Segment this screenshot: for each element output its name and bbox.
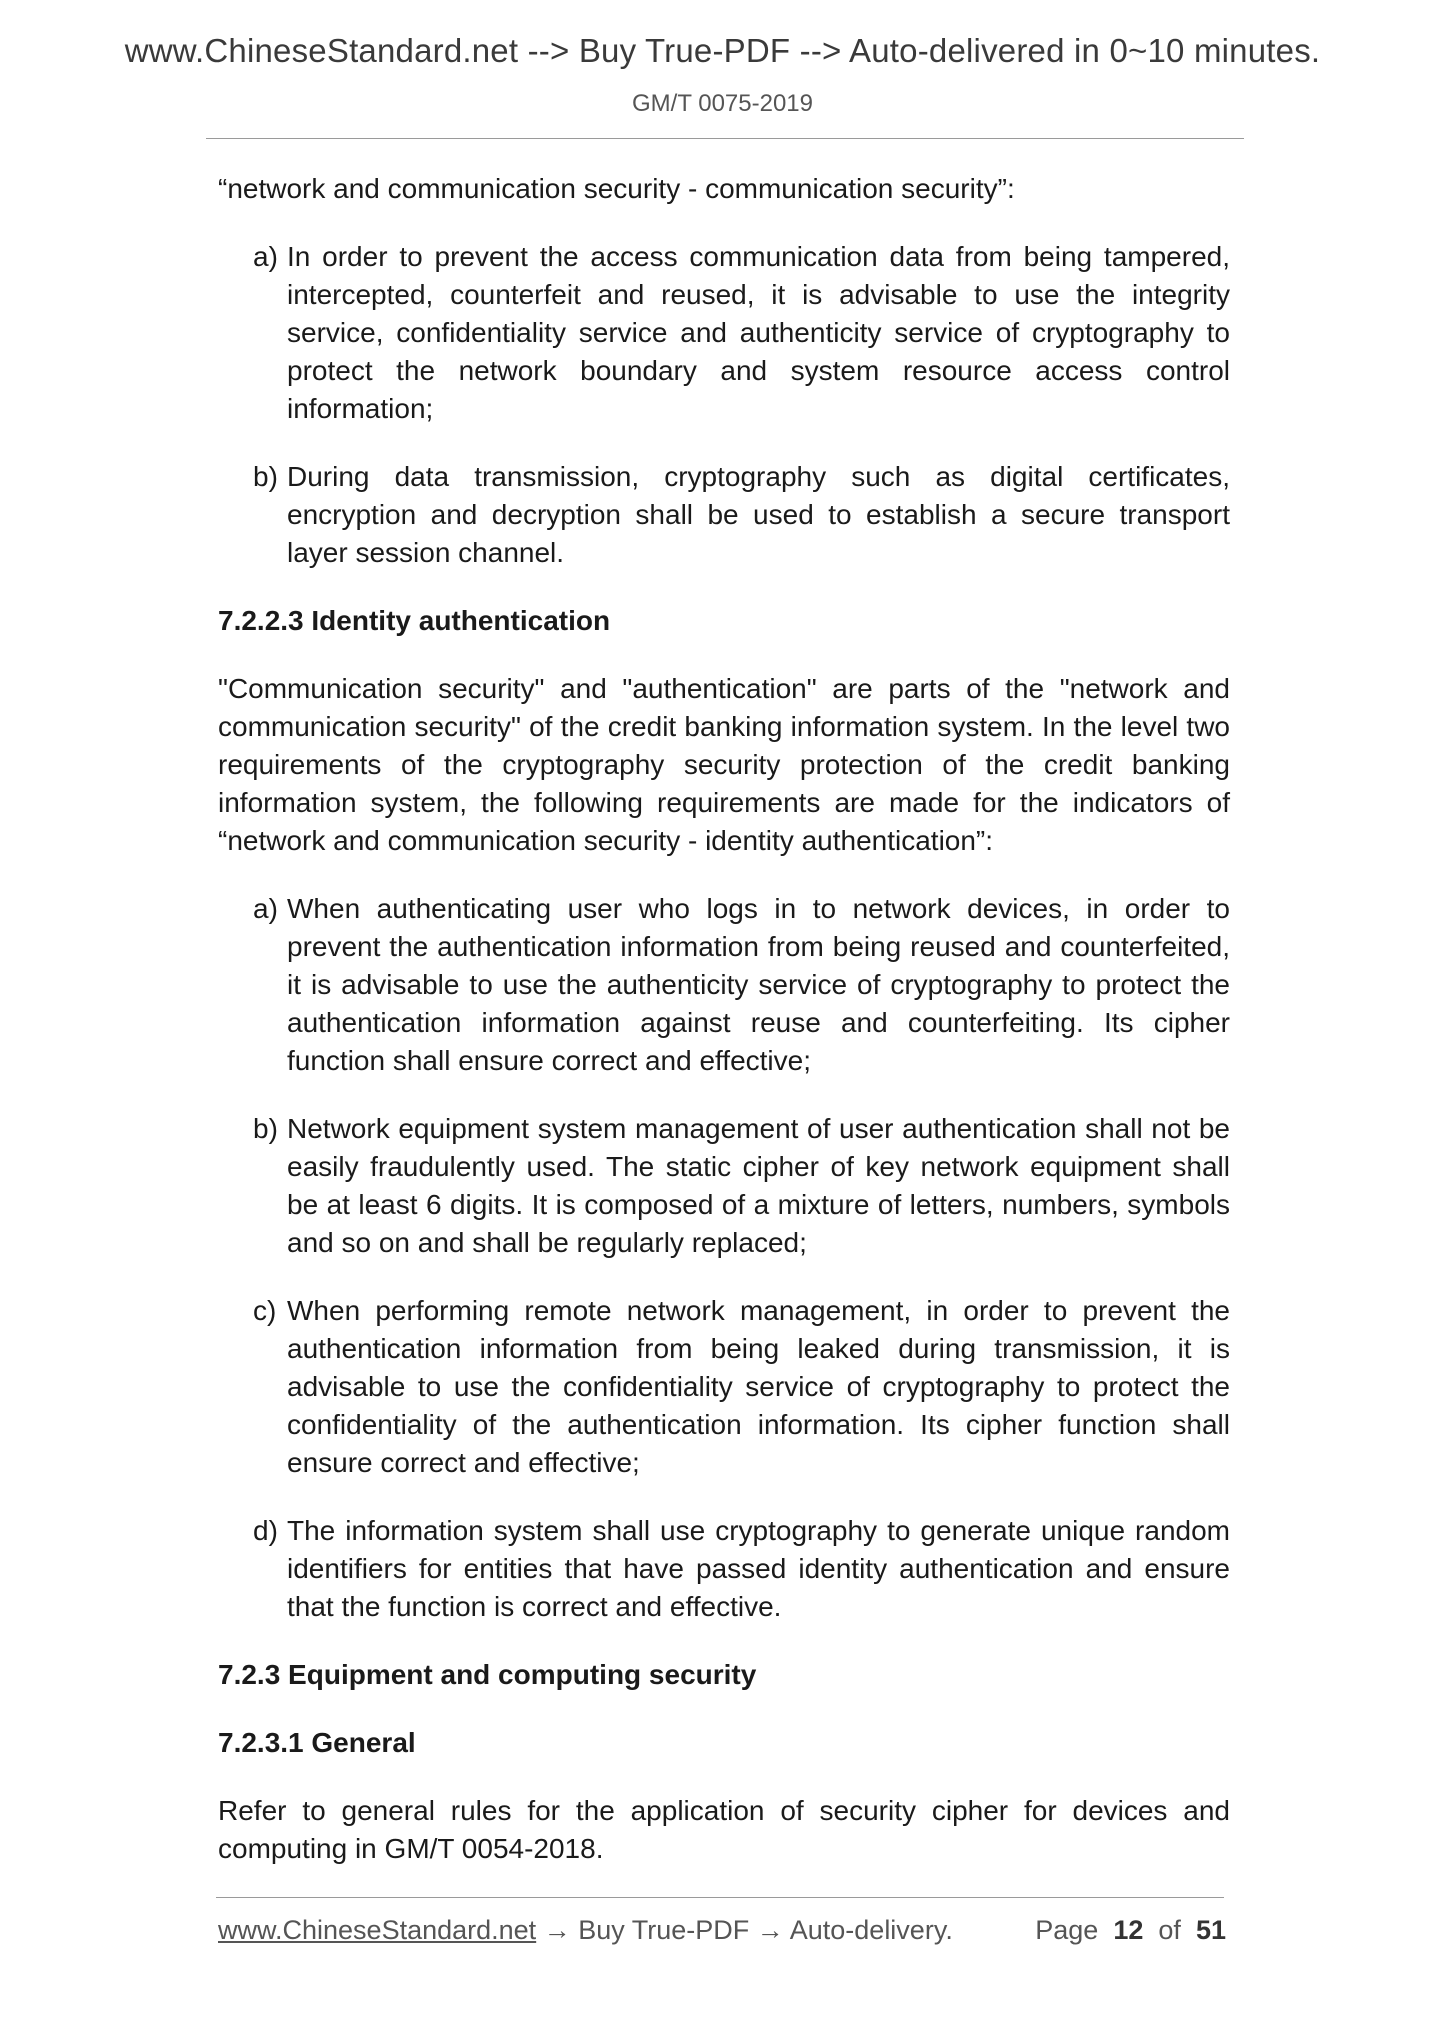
list-item-label: a) <box>253 893 278 924</box>
list-item-text: When performing remote network management, in order to prevent the authentication information from being leaked during transmission, it is advisable to use the confidentiality service of cryptography to protect the confidentiality of the authentication information. Its cipher function shall ensure correct and effective; <box>287 1295 1230 1478</box>
identity-paragraph: "Communication security" and "authentication" are parts of the "network and communication security" of the credit banking information system. In the level two requirements of the cryptography security protection of the credit banking information system, the following requirements are made for the indicators of “network and communication security - identity authentication”: <box>218 673 1230 856</box>
page-total: 51 <box>1195 1915 1226 1945</box>
list-item-label: d) <box>253 1515 278 1546</box>
general-paragraph: Refer to general rules for the application of security cipher for devices and computing in GM/T 0054-2018. <box>218 1795 1230 1864</box>
list-item-text: When authenticating user who logs in to network devices, in order to prevent the authentication information from being reused and counterfeited, it is advisable to use the authenticity service of cryptography to protect the authentication information against reuse and counterfeiting. Its cipher function shall ensure correct and effective; <box>287 893 1230 1076</box>
page-word: Page <box>1035 1915 1099 1945</box>
footer-tagline: → Buy True-PDF → Auto-delivery. <box>536 1915 953 1945</box>
list-item-label: a) <box>253 241 278 272</box>
list-item <box>253 238 1230 428</box>
list-item-label: b) <box>253 461 278 492</box>
section-heading-723: 7.2.3 Equipment and computing security <box>218 1659 757 1690</box>
header-banner: www.ChineseStandard.net --> Buy True-PDF --> Auto-delivered in 0~10 minutes. <box>124 32 1321 69</box>
list-item-text: In order to prevent the access communication data from being tampered, intercepted, counterfeit and reused, it is advisable to use the integrity service, confidentiality service and authenticity service of cryptography to protect the network boundary and system resource access control information; <box>287 241 1230 424</box>
of-word: of <box>1158 1915 1181 1945</box>
section-heading-7231: 7.2.3.1 General <box>218 1727 416 1758</box>
list-item <box>253 890 1230 1080</box>
list-item <box>253 1512 1230 1626</box>
footer-left <box>218 1915 953 1946</box>
intro-paragraph: “network and communication security - communication security”: <box>218 173 1015 204</box>
section-heading-7223: 7.2.2.3 Identity authentication <box>218 605 611 636</box>
footer-site-link[interactable]: www.ChineseStandard.net <box>218 1915 537 1945</box>
footer-divider <box>216 1897 1224 1898</box>
list-item-label: c) <box>253 1295 277 1326</box>
list-item-text: During data transmission, cryptography such as digital certificates, encryption and decryption shall be used to establish a secure transport layer session channel. <box>287 461 1230 568</box>
header-divider <box>206 138 1244 139</box>
page-content <box>218 170 1230 1898</box>
list-item <box>253 458 1230 572</box>
document-code: GM/T 0075-2019 <box>632 90 813 117</box>
list-item-text: The information system shall use cryptography to generate unique random identifiers for entities that have passed identity authentication and ensure that the function is correct and effective. <box>287 1515 1230 1622</box>
page-indicator <box>1035 1915 1226 1946</box>
list-item <box>253 1292 1230 1482</box>
list-item <box>253 1110 1230 1262</box>
list-item-label: b) <box>253 1113 278 1144</box>
list-item-text: Network equipment system management of user authentication shall not be easily fraudulently used. The static cipher of key network equipment shall be at least 6 digits. It is composed of a mixture of letters, numbers, symbols and so on and shall be regularly replaced; <box>287 1113 1230 1258</box>
page-number: 12 <box>1113 1915 1144 1945</box>
